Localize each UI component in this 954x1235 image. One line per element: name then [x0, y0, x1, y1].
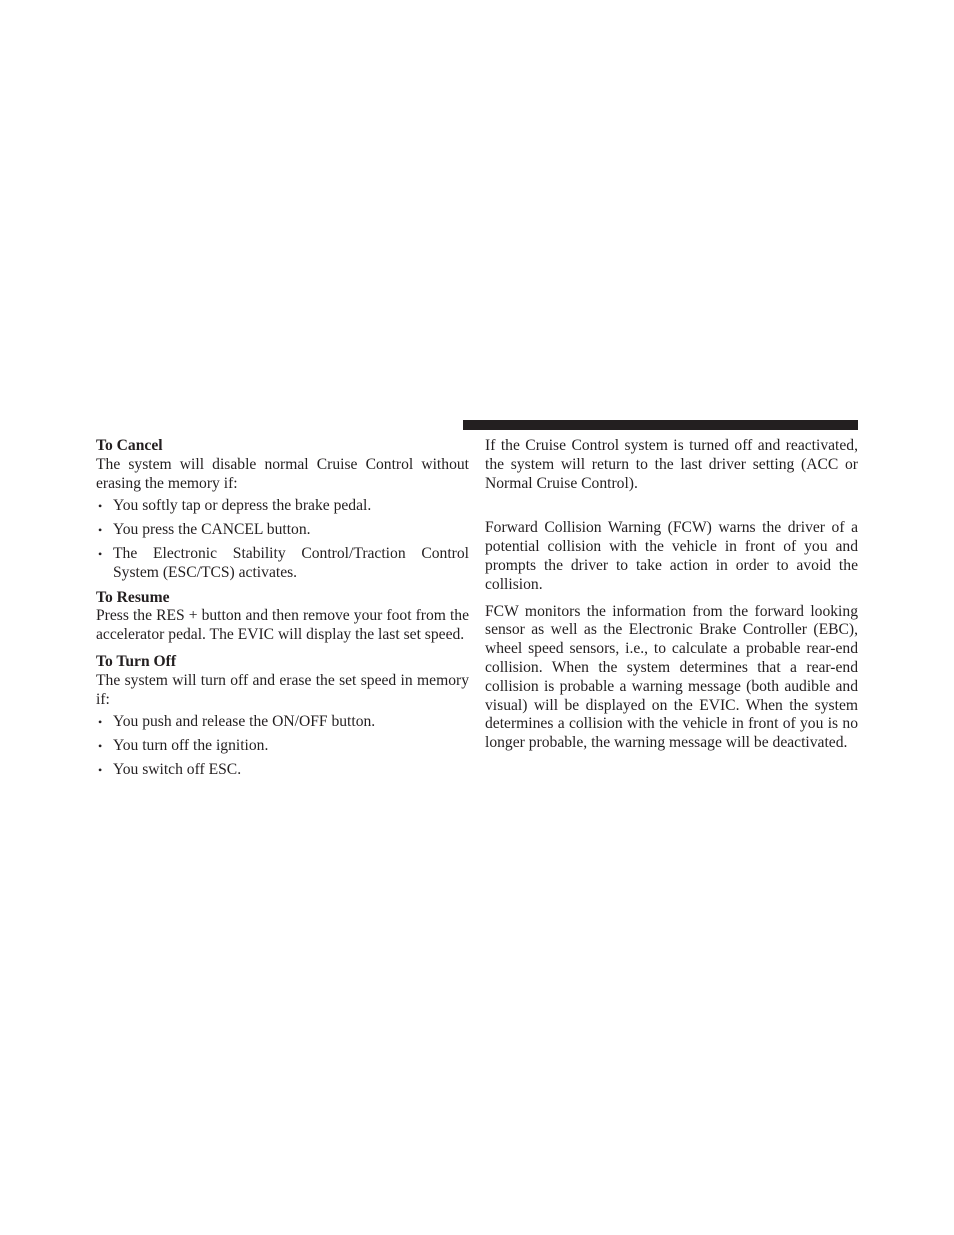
- heading-to-cancel: To Cancel: [96, 437, 163, 454]
- list-item: • You press the CANCEL button.: [96, 521, 469, 540]
- cancel-list: [96, 497, 469, 582]
- paragraph-cruise-reactivated: If the Cruise Control system is turned off and reactivated, the system will return to the last driver setting (ACC or Normal Cruise Control).: [485, 437, 858, 492]
- section-turn-off: [96, 653, 469, 780]
- heading-to-resume: To Resume: [96, 588, 170, 606]
- list-item: • You turn off the ignition.: [96, 737, 469, 756]
- heading-to-turn-off: To Turn Off: [96, 652, 177, 670]
- resume-text: Press the RES + button and then remove your foot from the accelerator pedal. The EVIC will display the last set speed.: [96, 607, 469, 644]
- turn-off-intro: The system will turn off and erase the set speed in memory if:: [96, 671, 469, 708]
- list-item: • The Electronic Stability Control/Traction Control System (ESC/TCS) activates.: [96, 545, 469, 583]
- turn-off-list: [96, 713, 469, 779]
- list-item: • You softly tap or depress the brake pedal.: [96, 497, 469, 516]
- paragraph-fcw-intro: Forward Collision Warning (FCW) warns the driver of a potential collision with the vehicle in front of you and prompts the driver to take action in order to avoid the collision.: [485, 519, 858, 593]
- list-item: • You switch off ESC.: [96, 761, 469, 780]
- left-column: [96, 437, 469, 786]
- section-resume: [96, 589, 469, 645]
- cancel-intro: The system will disable normal Cruise Control without erasing the memory if:: [96, 455, 469, 492]
- list-item: • You push and release the ON/OFF button.: [96, 713, 469, 732]
- paragraph-fcw-monitoring: FCW monitors the information from the forward looking sensor as well as the Electronic Brake Controller (EBC), wheel speed sensors, i.e., to calculate a probable rear-end collision. When the system determines that a rear-end collision is probable a warning message (both audible and visual) will be displayed on the EVIC. When the system determines a collision with the vehicle in front of you is no longer probable, the warning message will be deactivated.: [485, 602, 858, 752]
- section-header-rule: [463, 420, 858, 430]
- right-column: [485, 437, 858, 753]
- section-cancel: [96, 437, 469, 583]
- section-spacer: [485, 493, 858, 519]
